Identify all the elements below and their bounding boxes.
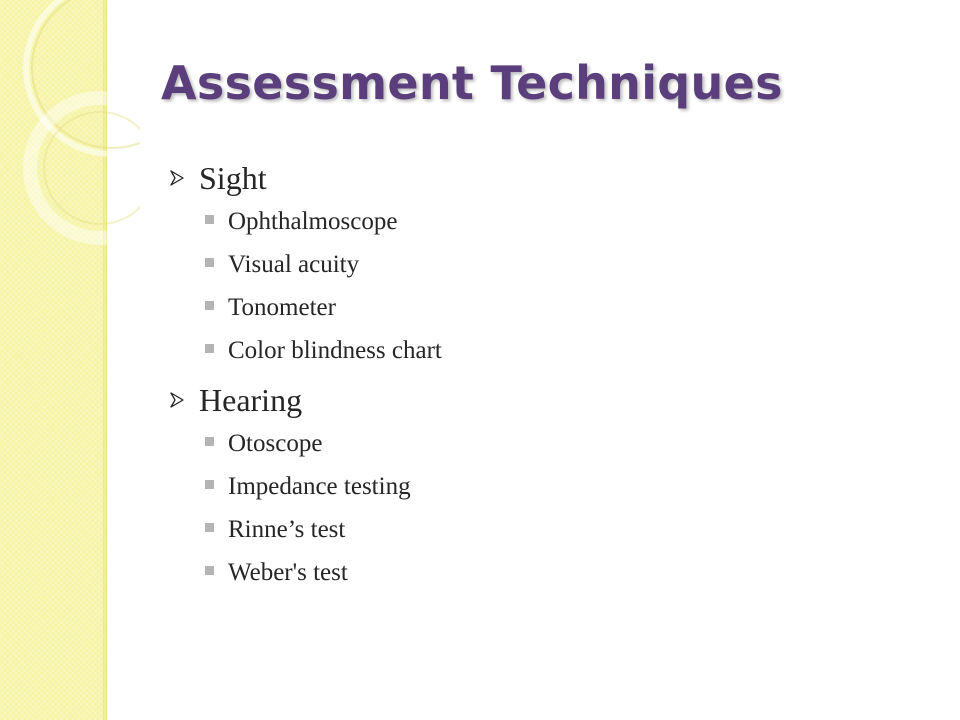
list-item-label: Tonometer bbox=[228, 293, 336, 321]
list-item bbox=[170, 465, 442, 508]
section-hearing bbox=[170, 378, 442, 594]
list-item bbox=[170, 422, 442, 465]
square-bullet-icon bbox=[205, 301, 214, 310]
section-sight bbox=[170, 156, 442, 372]
list-item bbox=[170, 551, 442, 594]
list-item bbox=[170, 200, 442, 243]
list-item bbox=[170, 286, 442, 329]
list-item-label: Visual acuity bbox=[228, 250, 360, 278]
slide-title: Assessment Techniques bbox=[161, 56, 783, 110]
list-item-label: Ophthalmoscope bbox=[228, 207, 398, 235]
square-bullet-icon bbox=[205, 437, 214, 446]
square-bullet-icon bbox=[205, 566, 214, 575]
list-item-label: Otoscope bbox=[228, 429, 323, 457]
list-item bbox=[170, 508, 442, 551]
arrow-bullet-icon bbox=[170, 170, 199, 186]
section-heading bbox=[170, 378, 442, 422]
list-item bbox=[170, 329, 442, 372]
square-bullet-icon bbox=[205, 215, 214, 224]
decorative-circles-icon bbox=[0, 0, 140, 260]
square-bullet-icon bbox=[205, 480, 214, 489]
list-item-label: Rinne’s test bbox=[228, 515, 346, 543]
bullet-list bbox=[170, 156, 442, 594]
list-item-label: Color blindness chart bbox=[228, 336, 442, 364]
section-heading-label: Sight bbox=[199, 159, 267, 196]
square-bullet-icon bbox=[205, 344, 214, 353]
section-heading bbox=[170, 156, 442, 200]
square-bullet-icon bbox=[205, 523, 214, 532]
arrow-bullet-icon bbox=[170, 392, 199, 408]
list-item-label: Weber's test bbox=[228, 558, 348, 586]
list-item-label: Impedance testing bbox=[228, 472, 411, 500]
square-bullet-icon bbox=[205, 258, 214, 267]
section-heading-label: Hearing bbox=[199, 381, 303, 418]
list-item bbox=[170, 243, 442, 286]
